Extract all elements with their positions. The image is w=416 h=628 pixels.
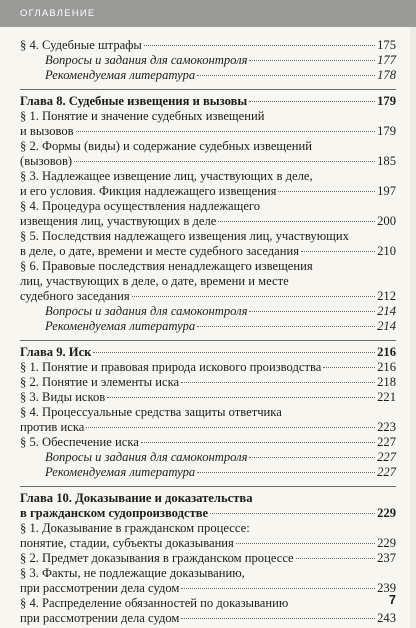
toc-entry-line: § 4. Судебные штрафы xyxy=(20,38,142,52)
toc-entry-line: извещения лиц, участвующих в деле xyxy=(20,214,217,228)
dot-leader xyxy=(197,326,375,327)
dot-leader xyxy=(181,382,375,383)
dot-leader xyxy=(76,131,376,132)
toc-paragraph[interactable] xyxy=(20,169,396,199)
toc-page-number: 212 xyxy=(377,289,396,303)
toc-paragraph[interactable] xyxy=(20,566,396,596)
toc-paragraph[interactable] xyxy=(20,551,396,566)
dot-leader xyxy=(249,457,375,458)
toc-page-number: 227 xyxy=(377,435,396,449)
toc-paragraph[interactable] xyxy=(20,596,396,626)
toc-entry-line: § 1. Понятие и значение судебных извещений xyxy=(20,109,265,123)
toc-page-number: 175 xyxy=(377,38,396,52)
toc-page-number: 216 xyxy=(377,345,396,359)
toc-entry-line: Рекомендуемая литература xyxy=(45,68,196,82)
dot-leader xyxy=(301,251,375,252)
toc-entry-line: понятие, стадии, субъекты доказывания xyxy=(20,536,234,550)
running-header xyxy=(0,0,416,27)
toc-entry-line: § 2. Формы (виды) и содержание судебных извещений xyxy=(20,139,312,153)
toc-entry-line: § 6. Правовые последствия ненадлежащего извещения xyxy=(20,259,313,273)
toc-page-number: 229 xyxy=(377,536,396,550)
toc-chapter[interactable] xyxy=(20,345,396,360)
toc-paragraph[interactable] xyxy=(20,259,396,304)
toc-entry-line: в деле, о дате, времени и месте судебного заседания xyxy=(20,244,300,258)
toc-entry-line: § 4. Распределение обязанностей по доказыванию xyxy=(20,596,289,610)
dot-leader xyxy=(296,558,375,559)
toc-page-number: 177 xyxy=(377,53,396,67)
toc-subentry[interactable] xyxy=(20,304,396,319)
toc-subentry[interactable] xyxy=(20,319,396,334)
toc-subentry[interactable] xyxy=(20,450,396,465)
dot-leader xyxy=(86,427,375,428)
toc-entry-line: при рассмотрении дела судом xyxy=(20,611,180,625)
toc-paragraph[interactable] xyxy=(20,375,396,390)
dot-leader xyxy=(249,101,375,102)
toc-entry-line: § 3. Надлежащее извещение лиц, участвующих в деле, xyxy=(20,169,313,183)
toc-page-number: 178 xyxy=(377,68,396,82)
page-number: 7 xyxy=(389,593,396,607)
toc-page-number: 197 xyxy=(377,184,396,198)
table-of-contents xyxy=(20,38,396,626)
page-edge-shadow xyxy=(410,27,416,628)
toc-page-number: 179 xyxy=(377,94,396,108)
toc-chapter[interactable] xyxy=(20,94,396,109)
toc-paragraph[interactable] xyxy=(20,139,396,169)
toc-page-number: 214 xyxy=(377,319,396,333)
toc-entry-line: § 2. Предмет доказывания в гражданском процессе xyxy=(20,551,294,565)
dot-leader xyxy=(141,442,375,443)
chapter-divider xyxy=(20,340,396,341)
toc-entry-line: судебного заседания xyxy=(20,289,130,303)
toc-paragraph[interactable] xyxy=(20,109,396,139)
toc-entry-line: § 1. Понятие и правовая природа искового производства xyxy=(20,360,322,374)
toc-entry-line: Вопросы и задания для самоконтроля xyxy=(45,304,248,318)
toc-paragraph[interactable] xyxy=(20,199,396,229)
dot-leader xyxy=(323,367,375,368)
toc-paragraph[interactable] xyxy=(20,38,396,53)
toc-page-number: 229 xyxy=(377,506,396,520)
toc-entry-line: при рассмотрении дела судом xyxy=(20,581,180,595)
running-header-title: ОГЛАВЛЕНИЕ xyxy=(20,8,96,19)
toc-paragraph[interactable] xyxy=(20,390,396,405)
dot-leader xyxy=(278,191,375,192)
toc-entry-line: § 1. Доказывание в гражданском процессе: xyxy=(20,521,250,535)
chapter-divider xyxy=(20,89,396,90)
toc-page-number: 216 xyxy=(377,360,396,374)
toc-paragraph[interactable] xyxy=(20,229,396,259)
toc-page-number: 227 xyxy=(377,465,396,479)
toc-page-number: 218 xyxy=(377,375,396,389)
toc-entry-line: Вопросы и задания для самоконтроля xyxy=(45,53,248,67)
toc-entry-line: Вопросы и задания для самоконтроля xyxy=(45,450,248,464)
dot-leader xyxy=(210,513,375,514)
toc-entry-line: § 3. Факты, не подлежащие доказыванию, xyxy=(20,566,245,580)
toc-paragraph[interactable] xyxy=(20,435,396,450)
toc-page-number: 214 xyxy=(377,304,396,318)
dot-leader xyxy=(107,397,375,398)
dot-leader xyxy=(249,60,375,61)
chapter-divider xyxy=(20,486,396,487)
toc-entry-line: Глава 8. Судебные извещения и вызовы xyxy=(20,94,248,108)
toc-entry-line: лиц, участвующих в деле, о дате, времени и месте xyxy=(20,274,289,288)
toc-page-number: 239 xyxy=(377,581,396,595)
toc-paragraph[interactable] xyxy=(20,405,396,435)
dot-leader xyxy=(249,311,375,312)
dot-leader xyxy=(236,543,375,544)
dot-leader xyxy=(144,45,375,46)
toc-subentry[interactable] xyxy=(20,465,396,480)
toc-page-number: 223 xyxy=(377,420,396,434)
dot-leader xyxy=(93,352,375,353)
dot-leader xyxy=(218,221,375,222)
toc-entry-line: Рекомендуемая литература xyxy=(45,465,196,479)
toc-paragraph[interactable] xyxy=(20,521,396,551)
dot-leader xyxy=(197,75,375,76)
toc-entry-line: и его условия. Фикция надлежащего извещения xyxy=(20,184,277,198)
dot-leader xyxy=(74,161,375,162)
toc-subentry[interactable] xyxy=(20,53,396,68)
toc-entry-line: § 4. Процессуальные средства защиты ответчика xyxy=(20,405,282,419)
toc-entry-line: § 5. Обеспечение иска xyxy=(20,435,139,449)
dot-leader xyxy=(181,618,375,619)
toc-page-number: 237 xyxy=(377,551,396,565)
toc-entry-line: Глава 9. Иск xyxy=(20,345,92,359)
toc-page-number: 210 xyxy=(377,244,396,258)
toc-page-number: 185 xyxy=(377,154,396,168)
toc-chapter[interactable] xyxy=(20,491,396,521)
toc-page-number: 200 xyxy=(377,214,396,228)
dot-leader xyxy=(197,472,375,473)
toc-entry-line: (вызовов) xyxy=(20,154,73,168)
dot-leader xyxy=(132,296,375,297)
toc-page-number: 227 xyxy=(377,450,396,464)
toc-entry-line: Глава 10. Доказывание и доказательства xyxy=(20,491,253,505)
toc-entry-line: § 5. Последствия надлежащего извещения лиц, участвующих xyxy=(20,229,349,243)
toc-page-number: 179 xyxy=(377,124,396,138)
toc-entry-line: против иска xyxy=(20,420,85,434)
toc-entry-line: и вызовов xyxy=(20,124,74,138)
toc-entry-line: § 4. Процедура осуществления надлежащего xyxy=(20,199,261,213)
toc-page-number: 243 xyxy=(377,611,396,625)
toc-paragraph[interactable] xyxy=(20,360,396,375)
toc-entry-line: § 2. Понятие и элементы иска xyxy=(20,375,180,389)
toc-subentry[interactable] xyxy=(20,68,396,83)
toc-page-number: 221 xyxy=(377,390,396,404)
toc-entry-line: в гражданском судопроизводстве xyxy=(20,506,209,520)
toc-entry-line: § 3. Виды исков xyxy=(20,390,106,404)
toc-entry-line: Рекомендуемая литература xyxy=(45,319,196,333)
dot-leader xyxy=(181,588,375,589)
